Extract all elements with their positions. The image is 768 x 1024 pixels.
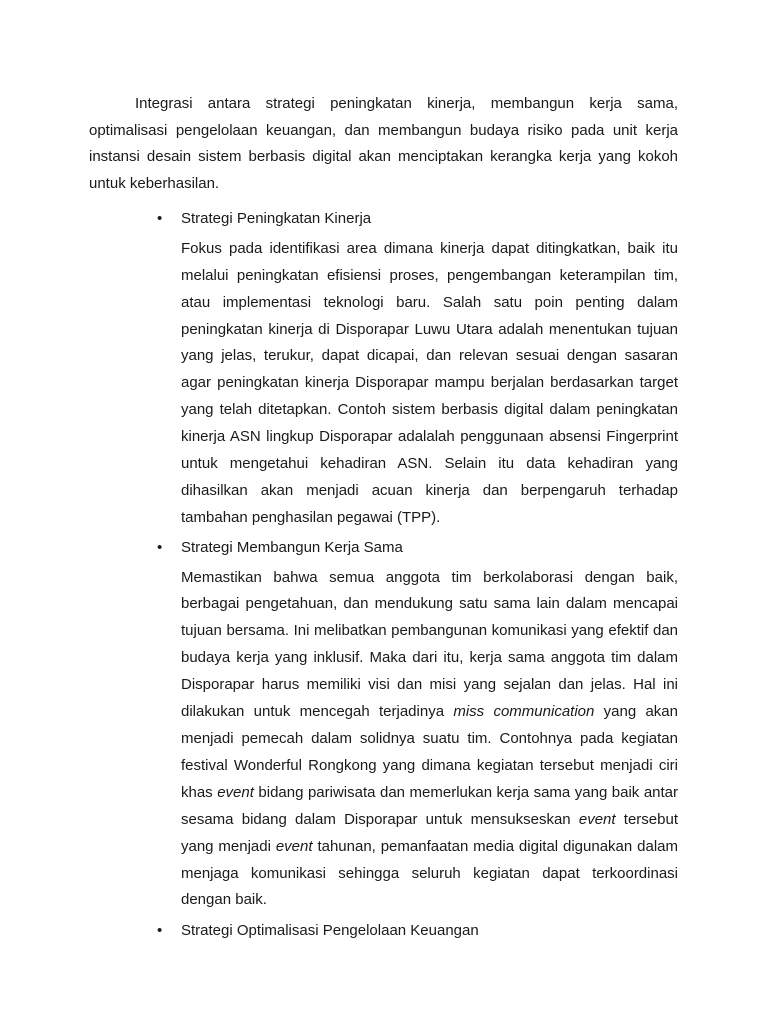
- body-text: tahunan, pemanfaatan media digital digunakan dalam menjaga komunikasi sehingga seluruh kegiatan dapat terkoordinasi dengan baik.: [181, 837, 678, 909]
- section-heading: Strategi Optimalisasi Pengelolaan Keuangan: [181, 922, 479, 940]
- body-text: tersebut yang menjadi: [181, 810, 678, 855]
- body-text: Fokus pada identifikasi area dimana kinerja dapat ditingkatkan, baik itu melalui peningkatan efisiensi proses, pengembangan keterampilan tim, atau implementasi teknologi baru. Salah satu poin penting dalam peningkatan kinerja di Disporapar Luwu Utara adalah menentukan tujuan yang jelas, terukur, dapat dicapai, dan relevan sesuai dengan sasaran agar peningkatan kinerja Disporapar mampu berjalan berdasarkan target yang telah ditetapkan. Contoh sistem berbasis digital dalam peningkatan kinerja ASN lingkup Disporapar adalalah penggunaan absensi Fingerprint untuk mengetahui kehadiran ASN. Selain itu data kehadiran yang dihasilkan akan menjadi acuan kinerja dan berpengaruh terhadap tambahan penghasilan pegawai (TPP).: [181, 239, 678, 526]
- bullet-icon: •: [157, 922, 163, 940]
- section-body: [181, 236, 678, 532]
- body-text: bidang pariwisata dan memerlukan kerja sama yang baik antar sesama bidang dalam Disporapar untuk mensukseskan: [181, 783, 679, 828]
- intro-paragraph: Integrasi antara strategi peningkatan kinerja, membangun kerja sama, optimalisasi pengelolaan keuangan, dan membangun budaya risiko pada unit kerja instansi desain sistem berbasis digital akan menciptakan kerangka kerja yang kokoh untuk keberhasilan.: [89, 95, 678, 192]
- bullet-icon: •: [157, 538, 163, 556]
- section-body: [181, 565, 678, 915]
- italic-term: event: [217, 783, 254, 801]
- italic-term: event: [275, 837, 313, 855]
- section-heading: Strategi Membangun Kerja Sama: [181, 538, 403, 556]
- italic-term: event: [578, 810, 616, 828]
- section-heading: Strategi Peningkatan Kinerja: [181, 210, 372, 227]
- list-item-kinerja: [0, 206, 768, 532]
- list-item-keuangan: [0, 918, 768, 945]
- body-text: yang akan menjadi pemecah dalam solidnya suatu tim. Contohnya pada kegiatan festival Wonderful Rongkong yang dimana kegiatan tersebut menjadi ciri khas: [181, 703, 678, 801]
- strategy-list: [0, 206, 768, 948]
- body-text: Memastikan bahwa semua anggota tim berkolaborasi dengan baik, berbagai pengetahuan, dan mendukung satu sama lain dalam mencapai tujuan bersama. Ini melibatkan pembangunan komunikasi yang efektif dan budaya kerja yang inklusif. Maka dari itu, kerja sama anggota tim dalam Disporapar harus memiliki visi dan misi yang sejalan dan jelas. Hal ini dilakukan untuk mencegah terjadinya: [181, 568, 678, 721]
- list-item-kerja-sama: [0, 535, 768, 915]
- bullet-icon: •: [157, 210, 163, 227]
- italic-term: miss communication: [453, 703, 595, 721]
